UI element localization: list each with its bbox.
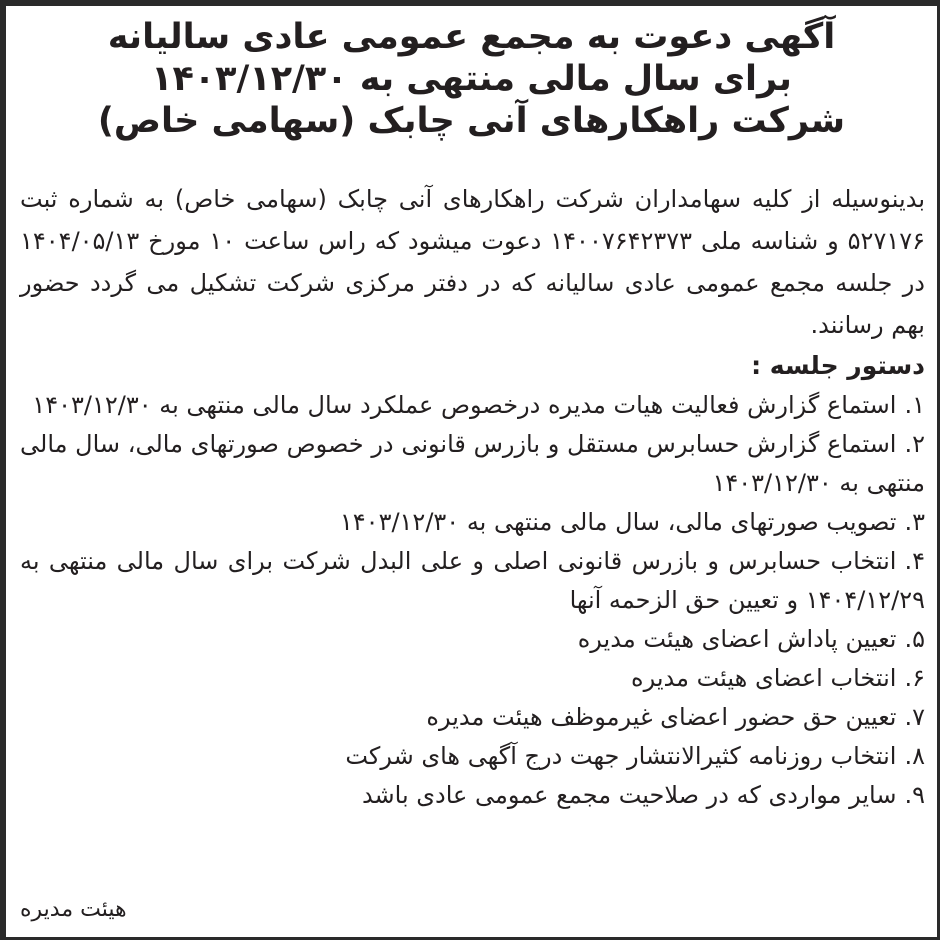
agenda-item-number: ۸. (904, 742, 925, 770)
agenda-item-number: ۴. (904, 547, 925, 575)
agenda-item (20, 503, 925, 542)
agenda-item (20, 620, 925, 659)
agenda-item (20, 698, 925, 737)
agenda-item-text: انتخاب حسابرس و بازرس قانونی اصلی و علی البدل شرکت برای سال مالی منتهی به ۱۴۰۴/۱۲/۲۹ و تعیین حق الزحمه آنها (20, 547, 925, 614)
agenda-item (20, 659, 925, 698)
signature-board-of-directors: هیئت مدیره (20, 897, 127, 922)
agenda-item-number: ۳. (904, 508, 925, 536)
agenda-item-number: ۶. (904, 664, 925, 692)
title-line-3: شرکت راهکارهای آنی چابک (سهامی خاص) (97, 101, 846, 141)
agenda-item-text: تعیین حق حضور اعضای غیرموظف هیئت مدیره (426, 703, 897, 731)
agenda-item (20, 386, 925, 425)
agenda-item (20, 776, 925, 815)
agenda-item-text: استماع گزارش حسابرس مستقل و بازرس قانونی در خصوص صورتهای مالی، سال مالی منتهی به ۱۴۰۳/۱۲/۳۰ (20, 430, 925, 497)
title-line-1: آگهی دعوت به مجمع عمومی عادی سالیانه (107, 17, 836, 57)
agenda-list (20, 386, 925, 815)
agenda-item (20, 425, 925, 503)
agenda-item-number: ۲. (904, 430, 925, 458)
intro-paragraph: بدینوسیله از کلیه سهامداران شرکت راهکارهای آنی چابک (سهامی خاص) به شماره ثبت ۵۲۷۱۷۶ و شناسه ملی ۱۴۰۰۷۶۴۲۳۷۳ دعوت میشود که راس ساعت ۱۰ مورخ ۱۴۰۴/۰۵/۱۳ در جلسه مجمع عمومی عادی سالیانه که در دفتر مرکزی شرکت تشکیل می گردد حضور بهم رسانند. (20, 185, 925, 339)
agenda-item-number: ۹. (904, 781, 925, 809)
notice-body (20, 178, 925, 815)
title-line-2: برای سال مالی منتهی به ۱۴۰۳/۱۲/۳۰ (151, 59, 792, 99)
agenda-item-text: تعیین پاداش اعضای هیئت مدیره (577, 625, 897, 653)
agenda-item (20, 737, 925, 776)
agenda-item-text: تصویب صورتهای مالی، سال مالی منتهی به ۱۴۰۳/۱۲/۳۰ (339, 508, 897, 536)
agenda-item-text: استماع گزارش فعالیت هیات مدیره درخصوص عملکرد سال مالی منتهی به ۱۴۰۳/۱۲/۳۰ (32, 391, 897, 419)
agenda-item-text: انتخاب روزنامه کثیرالانتشار جهت درج آگهی های شرکت (345, 742, 897, 770)
agenda-item (20, 542, 925, 620)
agenda-item-text: انتخاب اعضای هیئت مدیره (631, 664, 897, 692)
agenda-heading: دستور جلسه : (751, 351, 925, 380)
agenda-item-number: ۱. (904, 391, 925, 419)
agenda-item-text: سایر مواردی که در صلاحیت مجمع عمومی عادی باشد (361, 781, 897, 809)
agenda-item-number: ۷. (904, 703, 925, 731)
notice-title (6, 16, 937, 142)
agenda-item-number: ۵. (904, 625, 925, 653)
